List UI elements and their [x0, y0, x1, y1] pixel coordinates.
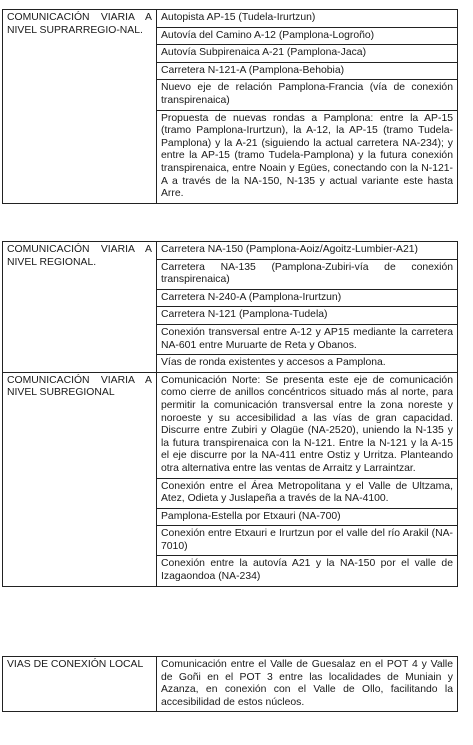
table-regional-subregional	[2, 241, 458, 587]
item-cell: Autopista AP-15 (Tudela-Irurtzun)	[157, 10, 458, 28]
item-cell: Autovía del Camino A-12 (Pamplona-Logroño)	[157, 27, 458, 45]
item-cell: Pamplona-Estella por Etxauri (NA-700)	[157, 508, 458, 526]
item-cell: Conexión entre Etxauri e Irurtzun por el valle del río Arakil (NA-7010)	[157, 526, 458, 556]
table-row	[3, 10, 458, 28]
item-cell: Comunicación entre el Valle de Guesalaz en el POT 4 y Valle de Goñi en el POT 3 entre las localidades de Muniain y Azanza, en conexión con el Valle de Ollo, facilitando la accesibilidad de estos núcleos.	[157, 657, 458, 712]
category-cell: COMUNICACIÓN VIARIA A NIVEL SUBREGIONAL	[3, 372, 157, 586]
item-cell: Conexión entre la autovía A21 y la NA-150 por el valle de Izagaondoa (NA-234)	[157, 556, 458, 586]
item-cell: Carretera NA-135 (Pamplona-Zubiri-vía de conexión transpirenaica)	[157, 259, 458, 289]
table-row	[3, 372, 458, 478]
item-cell: Carretera NA-150 (Pamplona-Aoiz/Agoitz-Lumbier-A21)	[157, 242, 458, 260]
category-cell: COMUNICACIÓN VIARIA A NIVEL SUPRARREGIO-NAL.	[3, 10, 157, 204]
item-cell: Carretera N-121-A (Pamplona-Behobia)	[157, 62, 458, 80]
item-cell: Carretera N-121 (Pamplona-Tudela)	[157, 307, 458, 325]
table-local	[2, 656, 458, 712]
item-cell: Nuevo eje de relación Pamplona-Francia (vía de conexión transpirenaica)	[157, 80, 458, 110]
table-row	[3, 657, 458, 712]
table-row	[3, 242, 458, 260]
category-cell: COMUNICACIÓN VIARIA A NIVEL REGIONAL.	[3, 242, 157, 373]
item-cell: Carretera N-240-A (Pamplona-Irurtzun)	[157, 289, 458, 307]
table-suprarregional	[2, 9, 458, 204]
item-cell: Vías de ronda existentes y accesos a Pamplona.	[157, 355, 458, 373]
item-cell: Propuesta de nuevas rondas a Pamplona: entre la AP-15 (tramo Pamplona-Irurtzun), la A-12, la AP-15 (tramo Tudela-Pamplona) y la A-21 (siguiendo la actual carretera NA-234); y entre la AP-15 (tramo Tudela-Pamplona) y la futura conexión transpirenaica, entre Noain y Egües, conectando con la N-121-A a través de la NA-150, N-135 y actual variante este hasta Arre.	[157, 110, 458, 203]
item-cell: Conexión entre el Área Metropolitana y el Valle de Ultzama, Atez, Odieta y Juslapeña a través de la NA-4100.	[157, 478, 458, 508]
item-cell: Conexión transversal entre A-12 y AP15 mediante la carretera NA-601 entre Muruarte de Reta y Obanos.	[157, 324, 458, 354]
item-cell: Comunicación Norte: Se presenta este eje de comunicación como cierre de anillos concéntricos situado más al norte, para permitir la comunicación transversal entre la zona noreste y noroeste y su accesibilidad a las vías de gran capacidad. Discurre entre Zubiri y Olagüe (NA-2520), uniendo la N-135 y la futura transpirenaica con la N-121. Entre la N-121 y la A-15 el eje discurre por la NA-411 entre Ostiz y Urritza. Planteando otra alternativa entre las ventas de Arraitz y Larraintzar.	[157, 372, 458, 478]
category-cell: VIAS DE CONEXIÓN LOCAL	[3, 657, 157, 712]
item-cell: Autovía Subpirenaica A-21 (Pamplona-Jaca)	[157, 45, 458, 63]
